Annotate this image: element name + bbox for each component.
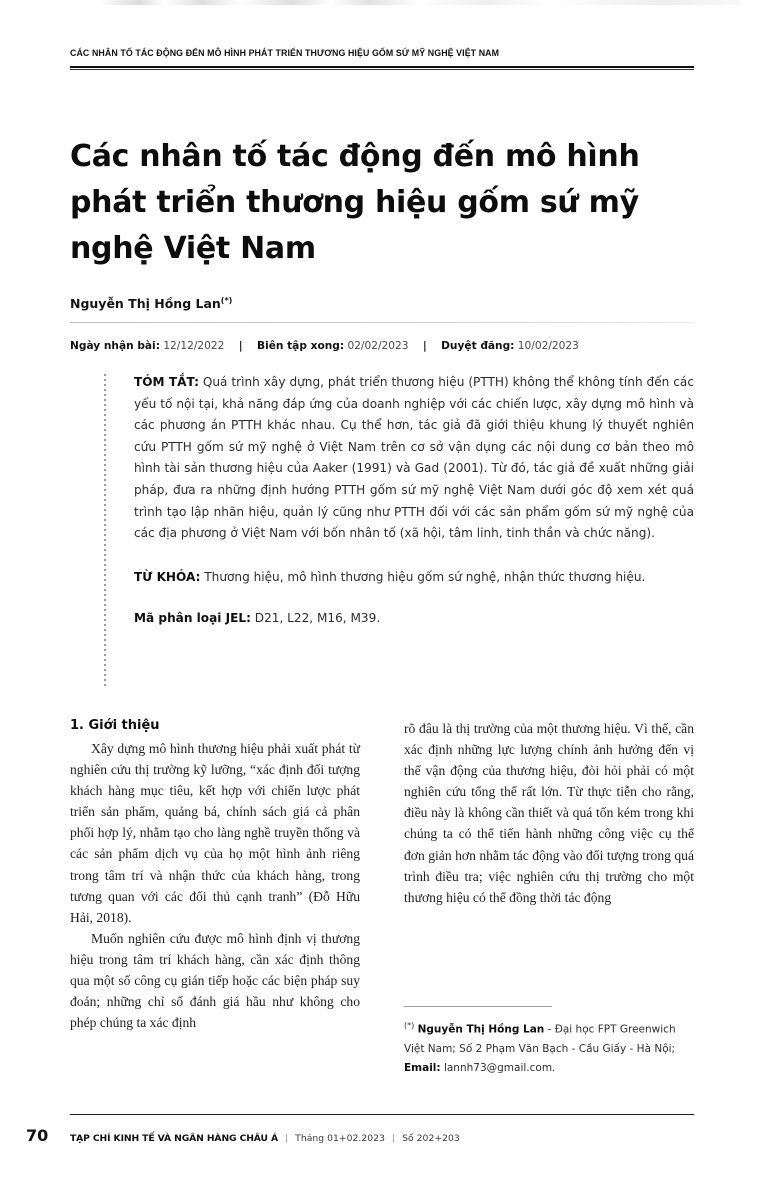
edited-label: Biên tập xong:: [257, 340, 345, 352]
author-divider: [70, 322, 694, 323]
received-label: Ngày nhận bài:: [70, 340, 160, 352]
dates-row: [70, 340, 694, 352]
author-name: Nguyễn Thị Hồng Lan: [70, 296, 221, 312]
abstract-label: TÓM TẮT:: [134, 375, 199, 389]
jel-label: Mã phân loại JEL:: [134, 611, 251, 626]
page-title: Các nhân tố tác động đến mô hình phát triển thương hiệu gốm sứ mỹ nghệ Việt Nam: [70, 139, 640, 266]
footer-journal-name: TẠP CHÍ KINH TẾ VÀ NGÂN HÀNG CHÂU Á: [70, 1133, 278, 1144]
footer-issue-number: Số 202+203: [402, 1133, 460, 1144]
received-value: 12/12/2022: [163, 340, 225, 352]
abstract-block: [104, 372, 694, 630]
author-footnote: [404, 1006, 694, 1078]
footer-separator-2: |: [391, 1133, 396, 1144]
keywords-label: TỪ KHÓA:: [134, 569, 201, 584]
footnote-divider: [404, 1006, 552, 1007]
date-separator-2: |: [422, 340, 427, 352]
footer-meta: [70, 1133, 460, 1144]
abstract-dotted-rail: [104, 374, 106, 686]
jel-paragraph: [134, 608, 694, 630]
jel-text: D21, L22, M16, M39.: [250, 611, 381, 626]
body-paragraph: Muốn nghiên cứu được mô hình định vị thương hiệu trong tâm trí khách hàng, cần xác định thông qua một số công cụ gián tiếp hoặc các biện pháp suy đoán; những chỉ số đánh giá hầu như không cho phép chúng ta xác định: [70, 930, 360, 1031]
page-footer: [26, 1126, 694, 1145]
header-divider: [70, 66, 694, 70]
body-paragraph: Xây dựng mô hình thương hiệu phải xuất phát từ nghiên cứu thị trường kỹ lưỡng, “xác định đối tượng khách hàng mục tiêu, kết hợp với chiến lược phát triển sản phẩm, quảng bá, chính sách giá cả phân phối hợp lý, nhằm tạo cho làng nghề truyền thống và các sản phẩm dịch vụ của họ một hình ảnh riêng trong tâm trí và nhận thức của khách hàng, trong tương quan với các đối thủ cạnh tranh” (Đỗ Hữu Hải, 2018).: [70, 741, 360, 925]
footnote-author-name: Nguyễn Thị Hồng Lan: [417, 1023, 545, 1036]
footer-divider: [70, 1114, 694, 1115]
footnote-email-label: Email:: [404, 1061, 441, 1074]
footnote-mark: (*): [404, 1021, 415, 1030]
author-line: [70, 296, 694, 311]
accepted-label: Duyệt đăng:: [441, 340, 515, 352]
running-head-text: CÁC NHÂN TỐ TÁC ĐỘNG ĐẾN MÔ HÌNH PHÁT TRIỂN THƯƠNG HIỆU GỐM SỨ MỸ NGHỆ VIỆT NAM: [70, 48, 500, 58]
keywords-paragraph: [134, 567, 694, 589]
accepted-value: 10/02/2023: [517, 340, 579, 352]
abstract-text: Quá trình xây dựng, phát triển thương hiệu (PTTH) không thể không tính đến các yếu tố nội tại, khả năng đáp ứng của doanh nghiệp với các chiến lược, xây dựng mô hình và các phương án PTTH khác nhau. Cụ thể hơn, tác giả đã giới thiệu khung lý thuyết nghiên cứu PTTH gốm sứ mỹ nghệ ở Việt Nam trên cơ sở vận dụng các nội dung cơ bản theo mô hình tài sản thương hiệu của Aaker (1991) và Gad (2001). Từ đó, tác giả đề xuất những giải pháp, đưa ra những định hướng PTTH gốm sứ mỹ nghệ Việt Nam dưới góc độ xem xét quá trình tạo lập nhãn hiệu, quản lý cũng như PTTH đối với các sản phẩm gốm sứ mỹ nghệ của các địa phương ở Việt Nam với bốn nhân tố (xã hội, tâm linh, tinh thần và chức năng).: [134, 375, 694, 541]
footnote-email[interactable]: lannh73@gmail.com.: [440, 1061, 556, 1074]
running-head: [70, 48, 694, 70]
abstract-paragraph: [134, 372, 694, 545]
page-number: 70: [26, 1126, 49, 1145]
edited-value: 02/02/2023: [347, 340, 409, 352]
body-column-left: [70, 718, 360, 1033]
footnote-text: [404, 1016, 694, 1078]
body-column-right: [404, 718, 694, 908]
date-separator-1: |: [238, 340, 243, 352]
author-footnote-mark: (*): [220, 296, 233, 305]
section-heading-introduction: 1. Giới thiệu: [70, 718, 160, 733]
keywords-text: Thương hiệu, mô hình thương hiệu gốm sứ nghệ, nhận thức thương hiệu.: [200, 569, 646, 584]
body-paragraph: rõ đâu là thị trường của một thương hiệu. Vì thế, cần xác định những lực lượng chính ảnh hưởng đến vị thế vận động của thương hiệu, đòi hỏi phải có một nghiên cứu tổng thể rất lớn. Từ thực tiễn cho rằng, điều này là không cần thiết và quá tốn kém trong khi chúng ta có thể tiến hành những công việc cụ thể đơn giản hơn nhằm tác động vào đối tượng trong quá trình điều tra; việc nghiên cứu thị trường cho một thương hiệu có thể đồng thời tác động: [404, 721, 694, 905]
footer-issue-date: Tháng 01+02.2023: [295, 1133, 385, 1144]
scan-artifact: [100, 0, 740, 5]
footer-separator-1: |: [285, 1133, 289, 1144]
footnote-affiliation: - Đại học FPT Greenwich Việt Nam; Số 2 Phạm Văn Bạch - Cầu Giấy - Hà Nội;: [404, 1023, 676, 1055]
